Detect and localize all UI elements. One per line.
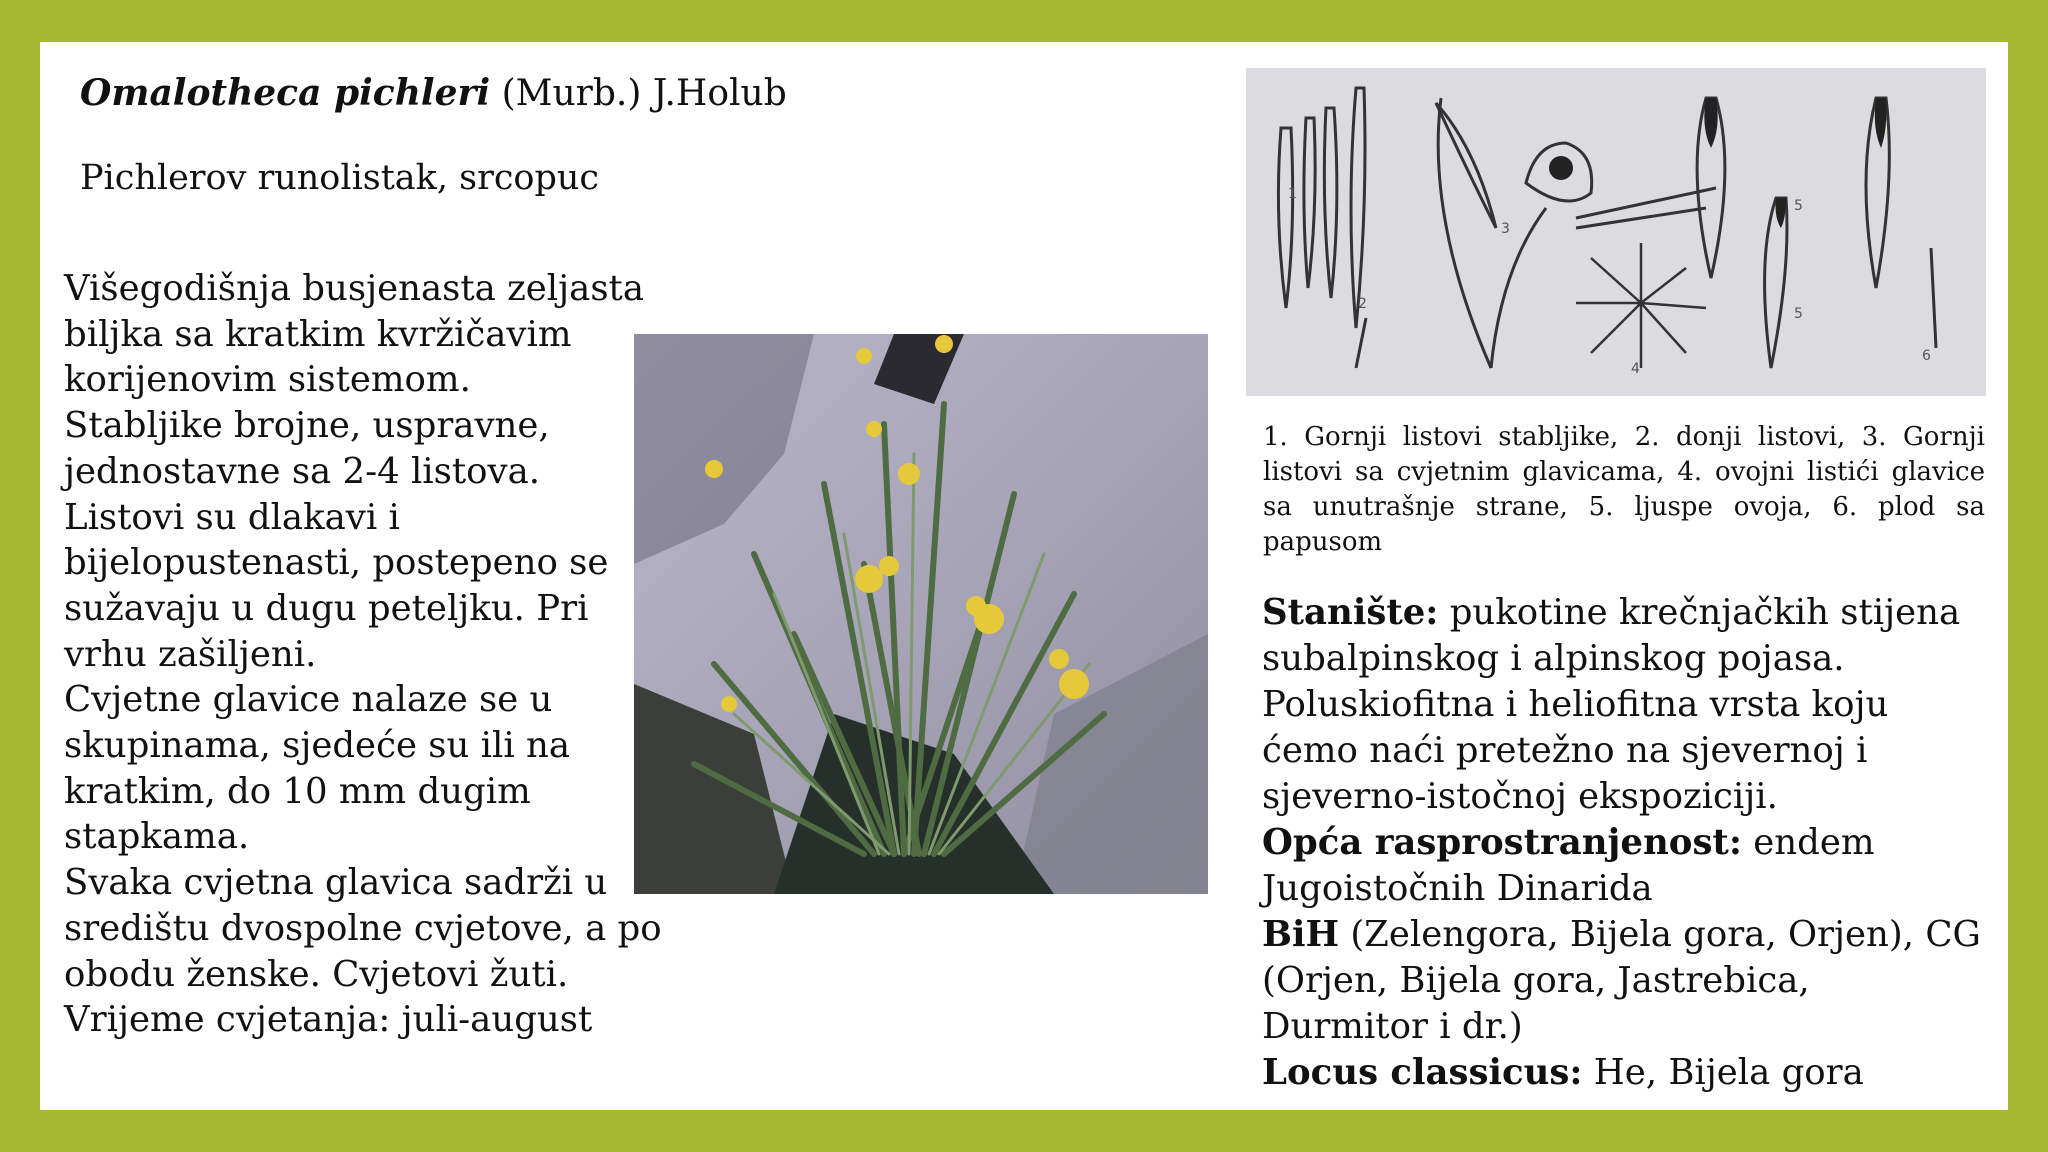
habitat-label: Stanište: [1262,592,1439,633]
description-line: Listovi su dlakavi i [64,496,400,538]
habitat-text: sjeverno-istočnoj ekspoziciji. [1262,776,1778,817]
common-name: Pichlerov runolistak, srcopuc [80,158,600,198]
description-text [64,266,664,1043]
distribution-text: endem [1741,822,1875,863]
plant-photo [634,334,1208,894]
habitat-text: pukotine krečnjačkih stijena [1438,592,1961,633]
locus-label: Locus classicus: [1262,1052,1583,1093]
species-title [80,72,787,114]
drawing-label: 5 [1794,306,1803,322]
drawing-label: 3 [1501,221,1510,237]
description-line: središtu dvospolne cvjetove, a po [64,907,662,949]
description-line: obodu ženske. Cvjetovi žuti. [64,953,569,995]
description-line: kratkim, do 10 mm dugim [64,770,531,812]
drawing-label: 6 [1922,348,1931,364]
description-line: jednostavne sa 2-4 listova. [64,450,541,492]
description-line: Cvjetne glavice nalaze se u [64,679,553,721]
habitat-text: ćemo naći pretežno na sjevernoj i [1262,730,1868,771]
drawing-label: 2 [1358,296,1367,312]
habitat-text: Poluskiofitna i heliofitna vrsta koju [1262,684,1889,725]
description-line: Svaka cvjetna glavica sadrži u [64,862,608,904]
bih-text: (Zelengora, Bijela gora, Orjen), CG [1339,914,1981,955]
bih-text: (Orjen, Bijela gora, Jastrebica, [1262,960,1810,1001]
distribution-label: Opća rasprostranjenost: [1262,822,1742,863]
latin-name: Omalotheca pichleri [80,72,491,114]
description-line: korijenovim sistemom. [64,359,471,401]
description-line: stapkama. [64,816,250,858]
author-citation: (Murb.) J.Holub [501,73,787,114]
description-line: biljka sa kratkim kvržičavim [64,313,572,355]
drawing-label: 5 [1794,198,1803,214]
description-line: Višegodišnja busjenasta zeljasta [64,268,644,309]
description-line: skupinama, sjedeće su ili na [64,725,570,767]
description-line: sužavaju u dugu peteljku. Pri [64,587,589,629]
habitat-section [1262,590,2022,1096]
locus-text: He, Bijela gora [1582,1052,1864,1093]
description-line: Vrijeme cvjetanja: juli-august [64,999,593,1041]
drawing-label: 1 [1288,186,1297,202]
description-line: bijelopustenasti, postepeno se [64,542,609,584]
distribution-text: Jugoistočnih Dinarida [1262,868,1653,909]
bih-label: BiH [1262,914,1340,955]
bih-text: Durmitor i dr.) [1262,1006,1523,1047]
drawing-label: 4 [1631,361,1640,377]
habitat-text: subalpinskog i alpinskog pojasa. [1262,638,1845,679]
botanical-illustration [1246,68,1986,396]
description-line: vrhu zašiljeni. [64,633,317,675]
illustration-caption: 1. Gornji listovi stabljike, 2. donji listovi, 3. Gornji listovi sa cvjetnim glavicama, 4. ovojni listići glavice sa unutrašnje strane, 5. ljuspe ovoja, 6. plod sa papusom [1263,422,1985,557]
description-line: Stabljike brojne, uspravne, [64,405,550,447]
